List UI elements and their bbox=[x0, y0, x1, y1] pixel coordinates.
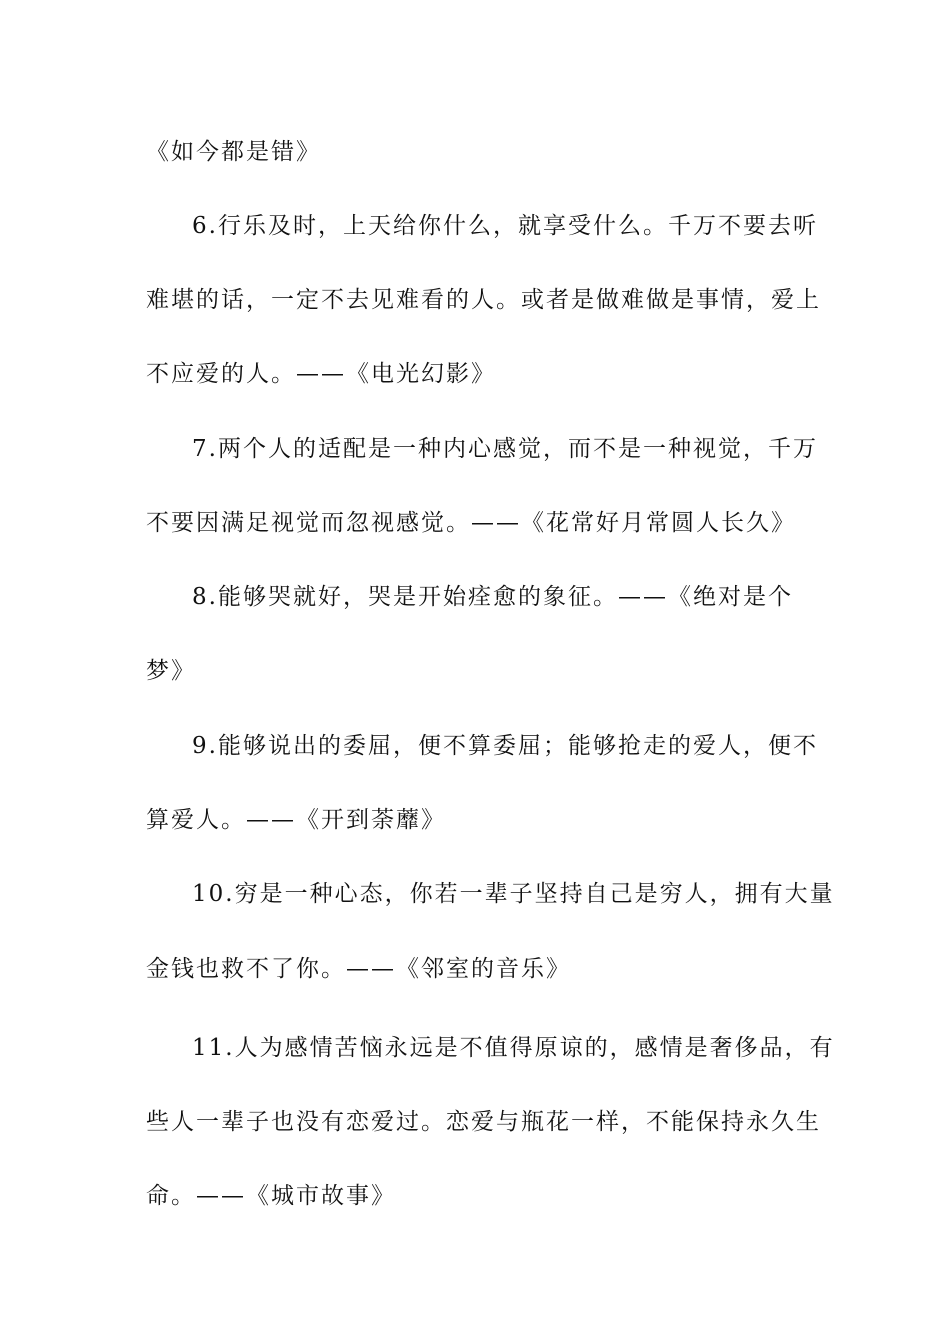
text-line: 6.行乐及时，上天给你什么，就享受什么。千万不要去听 bbox=[192, 213, 818, 239]
text-line: 金钱也救不了你。——《邻室的音乐》 bbox=[146, 956, 571, 982]
text-line: 难堪的话，一定不去见难看的人。或者是做难做是事情，爱上 bbox=[146, 287, 821, 313]
text-line: 些人一辈子也没有恋爱过。恋爱与瓶花一样，不能保持永久生 bbox=[146, 1109, 821, 1135]
text-line: 10.穷是一种心态，你若一辈子坚持自己是穷人，拥有大量 bbox=[192, 881, 835, 907]
text-line: 7.两个人的适配是一种内心感觉，而不是一种视觉，千万 bbox=[192, 436, 818, 462]
text-line: 命。——《城市故事》 bbox=[146, 1183, 396, 1209]
text-line: 梦》 bbox=[146, 658, 196, 684]
text-line: 9.能够说出的委屈，便不算委屈；能够抢走的爱人，便不 bbox=[192, 733, 818, 759]
text-line: 8.能够哭就好，哭是开始痊愈的象征。——《绝对是个 bbox=[192, 584, 793, 610]
text-line: 不应爱的人。——《电光幻影》 bbox=[146, 361, 496, 387]
text-line: 算爱人。——《开到荼蘼》 bbox=[146, 807, 446, 833]
text-line: 不要因满足视觉而忽视感觉。——《花常好月常圆人长久》 bbox=[146, 510, 796, 536]
text-line: 《如今都是错》 bbox=[146, 139, 321, 165]
text-line: 11.人为感情苦恼永远是不值得原谅的，感情是奢侈品，有 bbox=[192, 1035, 835, 1061]
